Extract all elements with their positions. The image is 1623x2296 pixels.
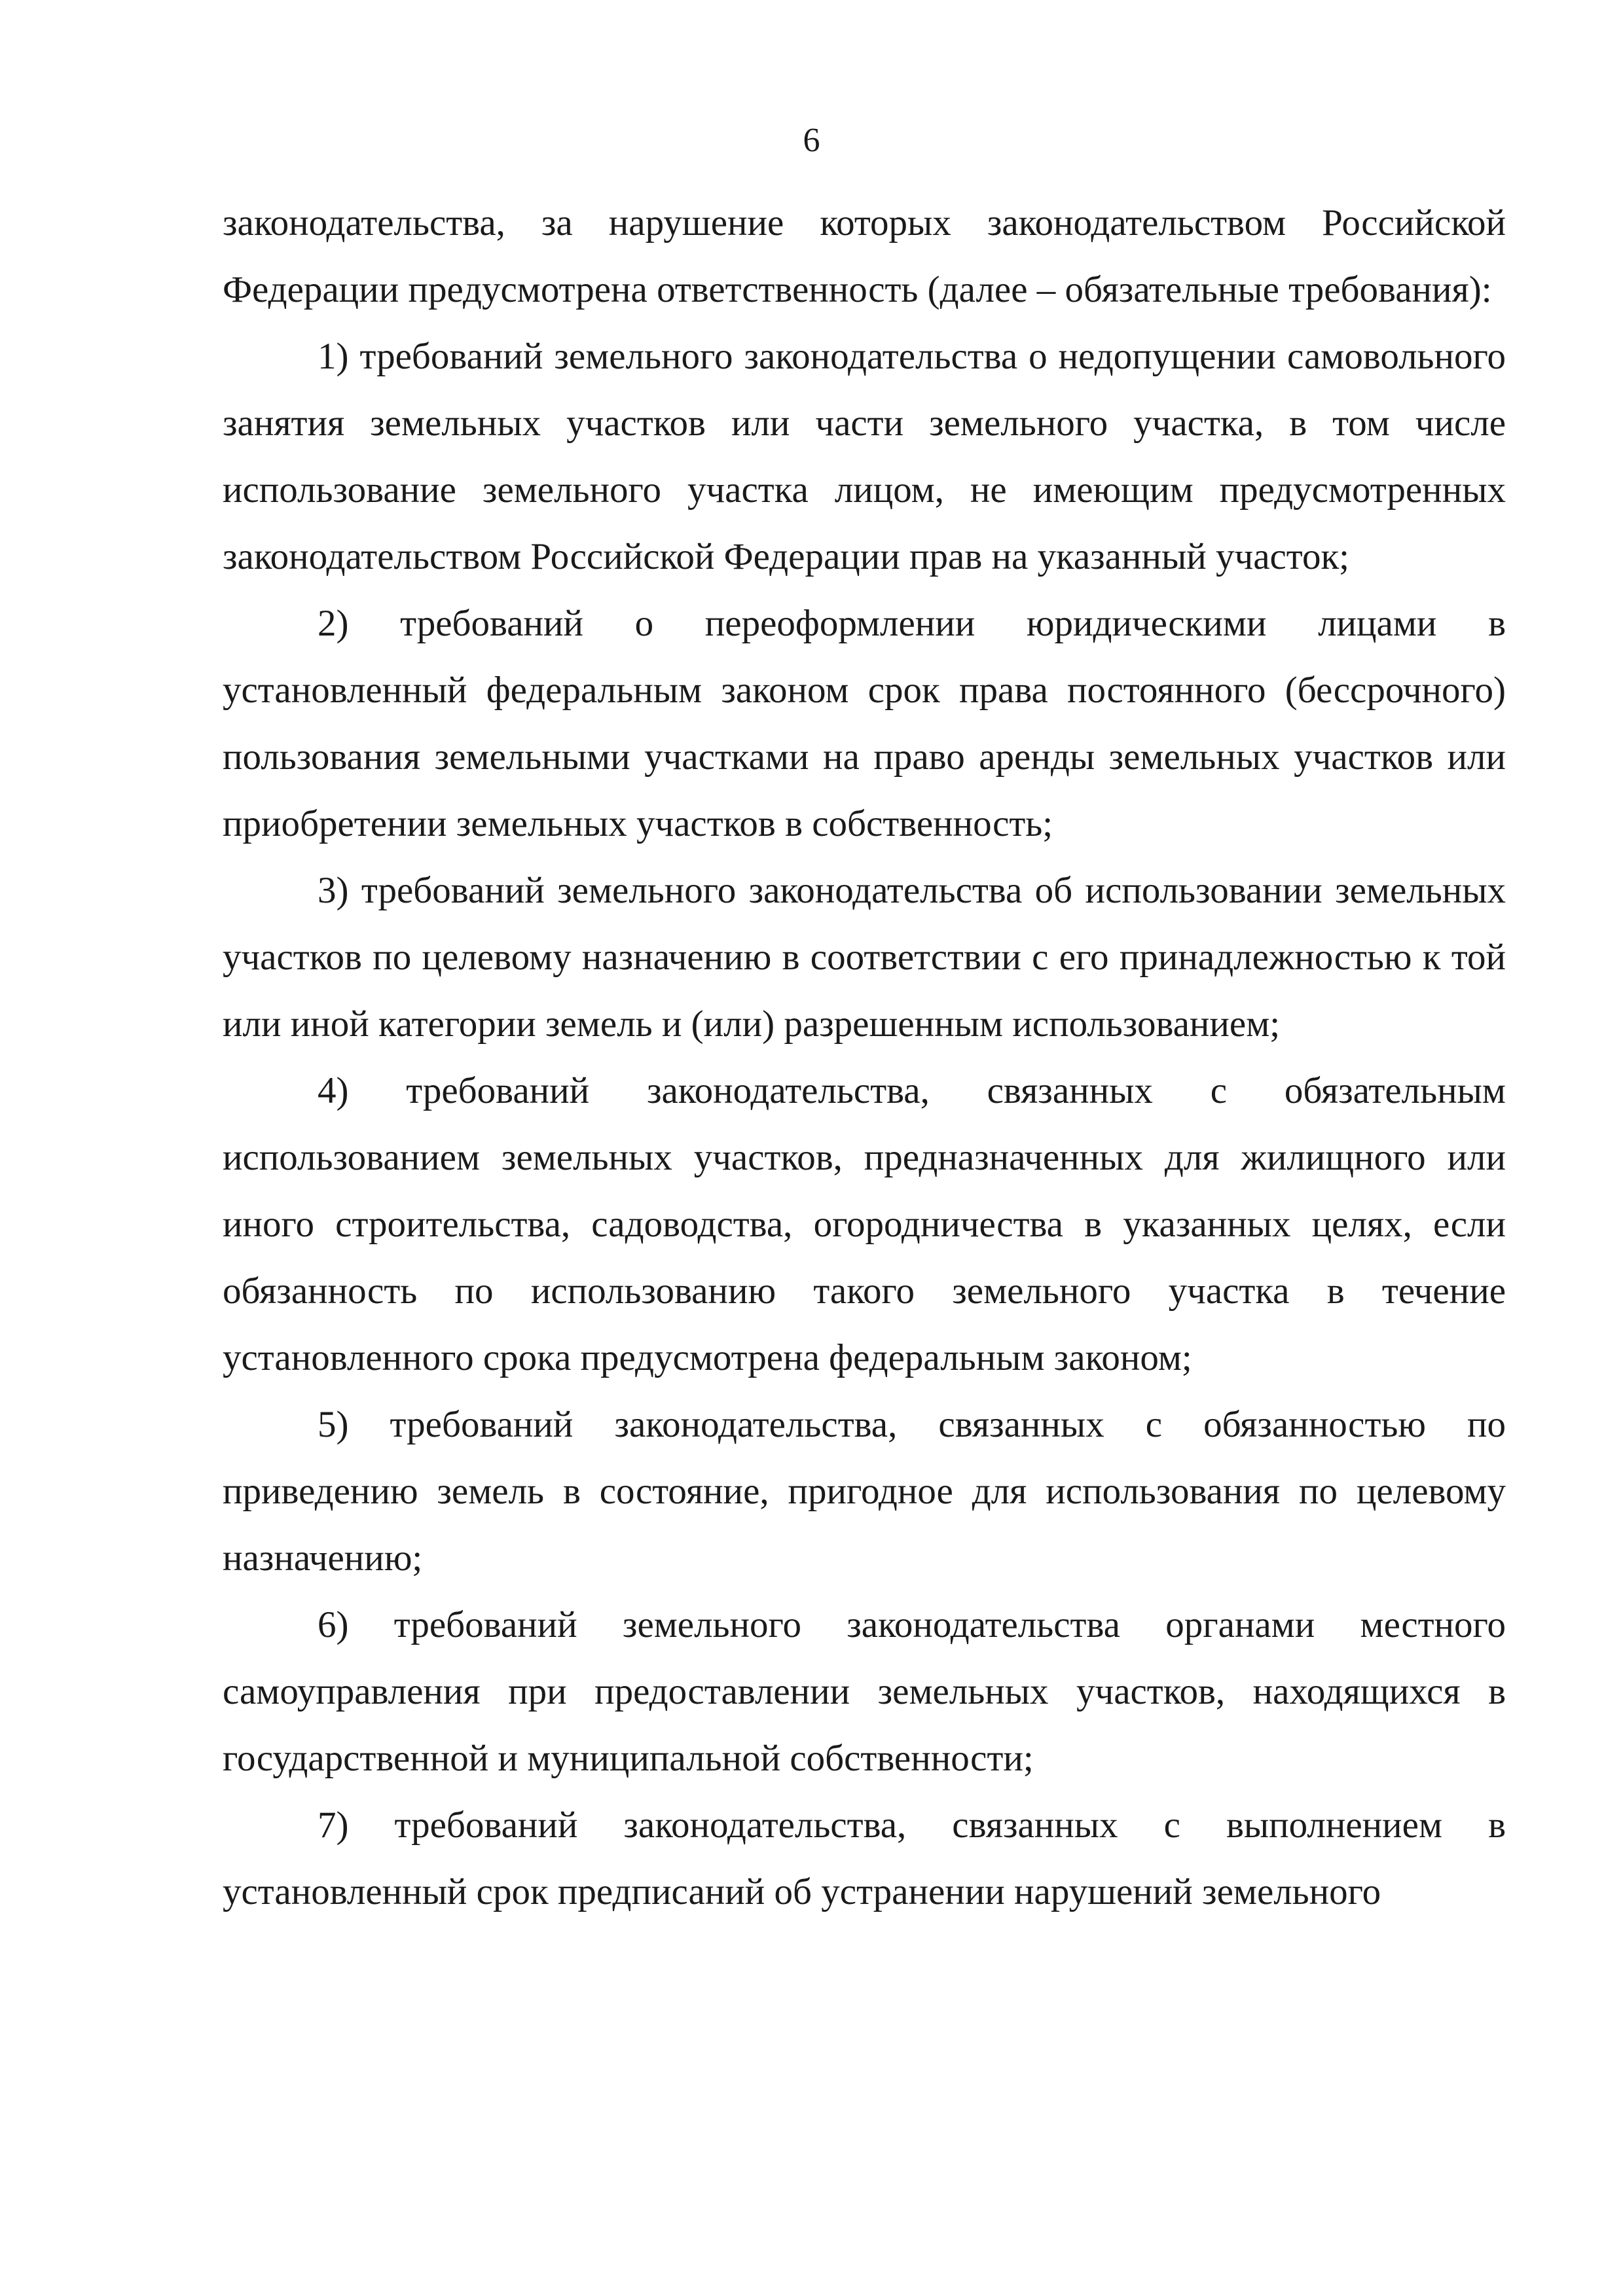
list-item: 2) требований о переоформлении юридическими лицами в установленный федеральным законом срок права постоянного (бессрочного) пользования земельными участками на право аренды земельных участков или приобретении земельных участков в собственность; bbox=[223, 603, 1506, 844]
list-item: 1) требований земельного законодательства о недопущении самовольного занятия земельных участков или части земельного участка, в том числе использование земельного участка лицом, не имеющим предусмотренных законодательством Российской Федерации прав на указанный участок; bbox=[223, 336, 1506, 577]
list-item: 5) требований законодательства, связанных с обязанностью по приведению земель в состояние, пригодное для использования по целевому назначению; bbox=[223, 1404, 1506, 1579]
list-item: 3) требований земельного законодательства об использовании земельных участков по целевому назначению в соответствии с его принадлежностью к той или иной категории земель и (или) разрешенным использованием; bbox=[223, 870, 1506, 1045]
list-item: 4) требований законодательства, связанных с обязательным использованием земельных участков, предназначенных для жилищного или иного строительства, садоводства, огородничества в указанных целях, если обязанность по использованию такого земельного участка в течение установленного срока предусмотрена федеральным законом; bbox=[223, 1070, 1506, 1378]
page-number: 6 bbox=[803, 122, 820, 159]
intro-paragraph: законодательства, за нарушение которых законодательством Российской Федерации предусмотрена ответственность (далее – обязательные требования): bbox=[223, 202, 1506, 310]
list-item: 7) требований законодательства, связанных с выполнением в установленный срок предписаний об устранении нарушений земельного bbox=[223, 1804, 1506, 1912]
list-item: 6) требований земельного законодательства органами местного самоуправления при предоставлении земельных участков, находящихся в государственной и муниципальной собственности; bbox=[223, 1604, 1506, 1779]
document-body bbox=[223, 190, 1506, 1926]
